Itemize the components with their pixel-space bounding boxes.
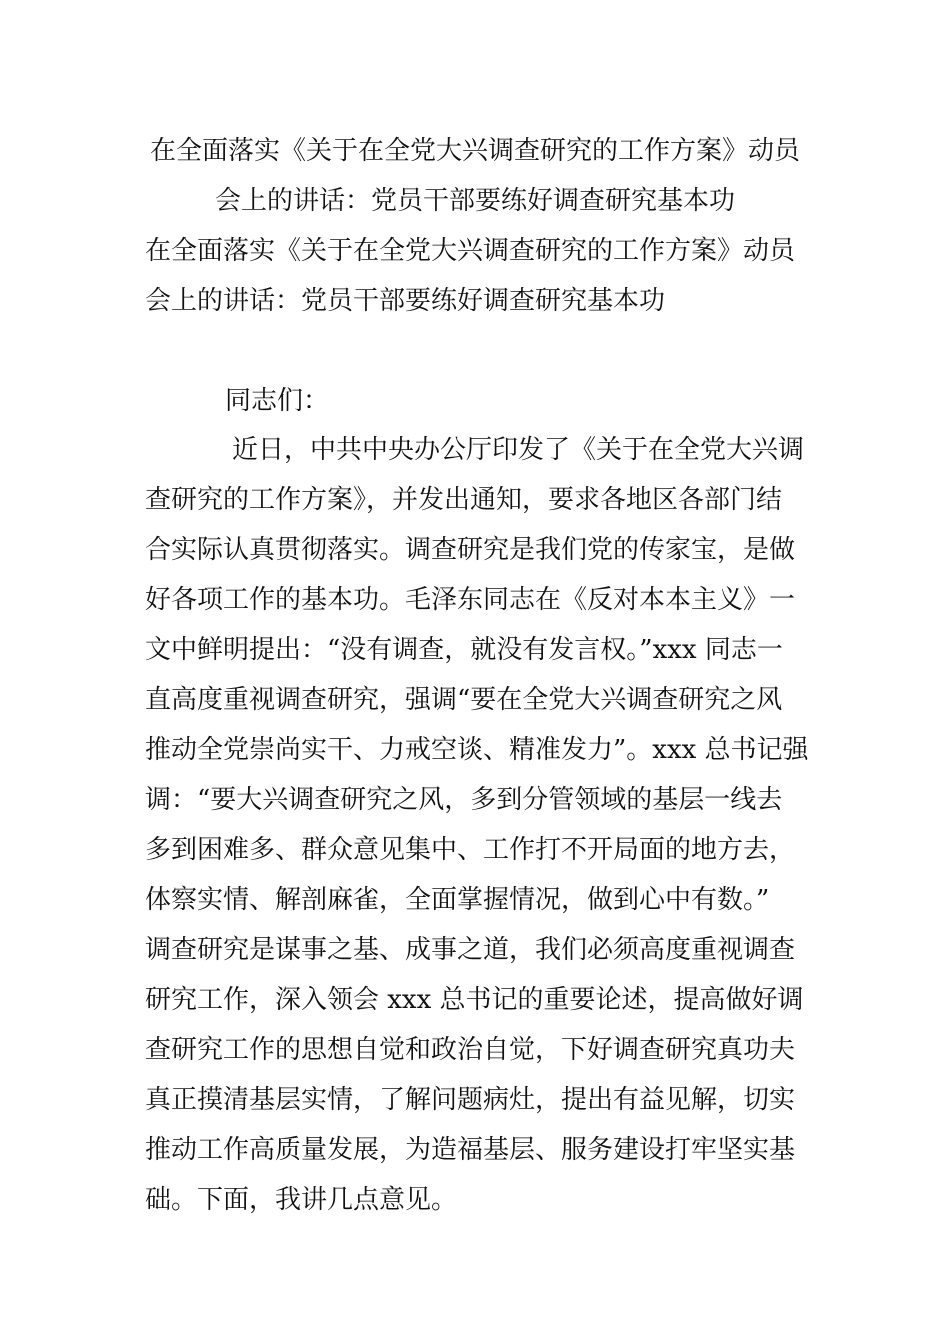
body-line: 多到困难多、群众意见集中、工作打不开局面的地方去， — [145, 835, 796, 865]
greeting: 同志们： — [225, 386, 330, 416]
body-line: 调：“要大兴调查研究之风，多到分管领域的基层一线去 — [145, 785, 783, 815]
body-line: 近日，中共中央办公厅印发了《关于在全党大兴调 — [232, 435, 805, 465]
body-line: 推动全党崇尚实干、力戒空谈、精准发力”。xxx 总书记强 — [145, 735, 809, 765]
body-line: 真正摸清基层实情，了解问题病灶，提出有益见解，切实 — [145, 1085, 796, 1115]
body-line: 研究工作，深入领会 xxx 总书记的重要论述，提高做好调 — [145, 985, 804, 1015]
body-line: 文中鲜明提出：“没有调查，就没有发言权。”xxx 同志一 — [145, 635, 783, 665]
document-title-line-1: 在全面落实《关于在全党大兴调查研究的工作方案》动员 — [149, 136, 800, 166]
body-line: 体察实情、解剖麻雀，全面掌握情况，做到心中有数。” — [145, 885, 770, 915]
body-line: 好各项工作的基本功。毛泽东同志在《反对本本主义》一 — [145, 585, 796, 615]
body-line: 调查研究是谋事之基、成事之道，我们必须高度重视调查 — [145, 935, 796, 965]
body-line: 查研究的工作方案》，并发出通知，要求各地区各部门结 — [145, 485, 783, 515]
repeated-heading-line-2: 会上的讲话：党员干部要练好调查研究基本功 — [145, 286, 666, 316]
repeated-heading-line-1: 在全面落实《关于在全党大兴调查研究的工作方案》动员 — [145, 236, 796, 266]
document-title-line-2: 会上的讲话：党员干部要练好调查研究基本功 — [214, 186, 735, 216]
body-line: 查研究工作的思想自觉和政治自觉，下好调查研究真功夫 — [145, 1035, 796, 1065]
body-line: 础。下面，我讲几点意见。 — [145, 1185, 458, 1215]
body-line: 直高度重视调查研究，强调“要在全党大兴调查研究之风 — [145, 685, 783, 715]
body-line: 推动工作高质量发展，为造福基层、服务建设打牢坚实基 — [145, 1135, 796, 1165]
body-line: 合实际认真贯彻落实。调查研究是我们党的传家宝，是做 — [145, 535, 796, 565]
